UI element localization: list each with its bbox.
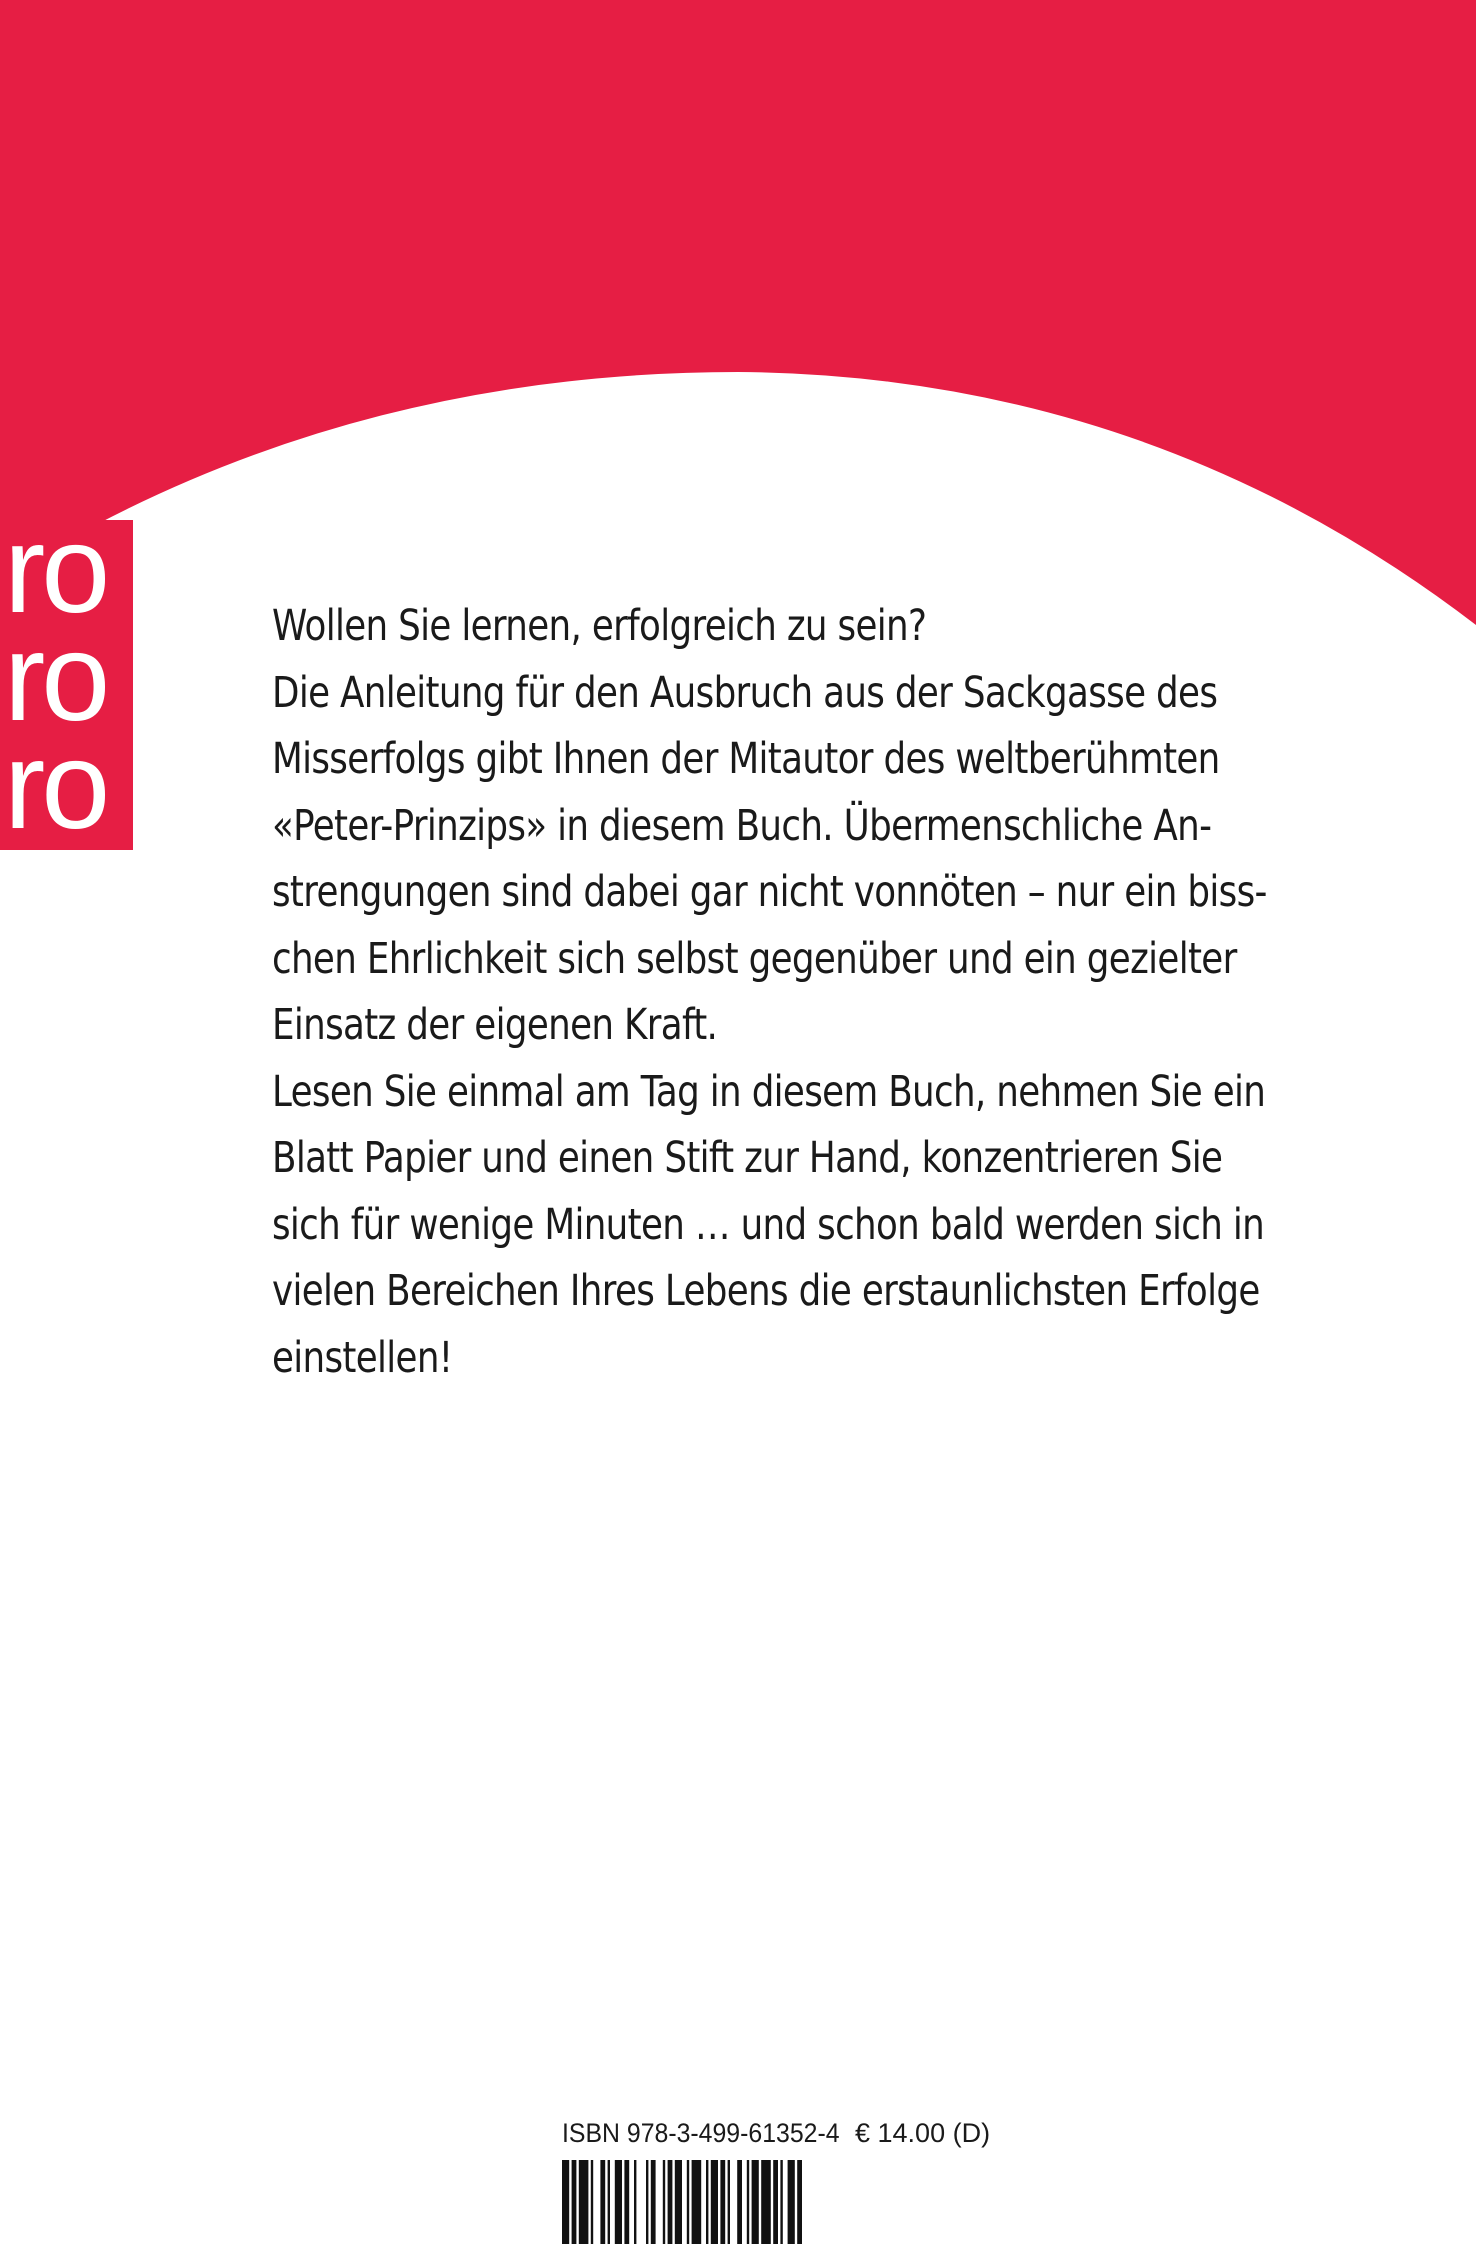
price-text: € 14.00 (D) xyxy=(855,2118,991,2148)
logo-text-line-3: ro xyxy=(4,717,107,850)
logo-text-line-2: ro xyxy=(4,609,107,747)
blurb-line: einstellen! xyxy=(272,1332,453,1383)
blurb-line: Die Anleitung für den Ausbruch aus der Sackgasse des xyxy=(272,667,1218,718)
logo-text-line-1: ro xyxy=(4,520,107,639)
blurb-line: «Peter-Prinzips» in diesem Buch. Übermenschliche An- xyxy=(272,800,1212,851)
barcode-icon xyxy=(560,2160,980,2244)
blurb-line: Wollen Sie lernen, erfolgreich zu sein? xyxy=(272,601,927,651)
isbn-text: ISBN 978-3-499-61352-4 xyxy=(562,2118,840,2148)
blurb-line: Lesen Sie einmal am Tag in diesem Buch, nehmen Sie ein xyxy=(272,1066,1266,1117)
blurb-line: chen Ehrlichkeit sich selbst gegenüber und ein gezielter xyxy=(272,933,1237,984)
rororo-logo xyxy=(0,520,133,850)
blurb-line: Misserfolgs gibt Ihnen der Mitautor des weltberühmten xyxy=(272,734,1220,784)
blurb-line: vielen Bereichen Ihres Lebens die erstaunlichsten Erfolge xyxy=(272,1266,1260,1316)
blurb-line: Blatt Papier und einen Stift zur Hand, konzentrieren Sie xyxy=(272,1133,1223,1183)
blurb-line: sich für wenige Minuten … und schon bald werden sich in xyxy=(272,1199,1265,1250)
blurb-line: strengungen sind dabei gar nicht vonnöten – nur ein biss- xyxy=(272,867,1267,917)
blurb-line: Einsatz der eigenen Kraft. xyxy=(272,1000,718,1050)
back-cover-blurb xyxy=(272,593,1267,1391)
